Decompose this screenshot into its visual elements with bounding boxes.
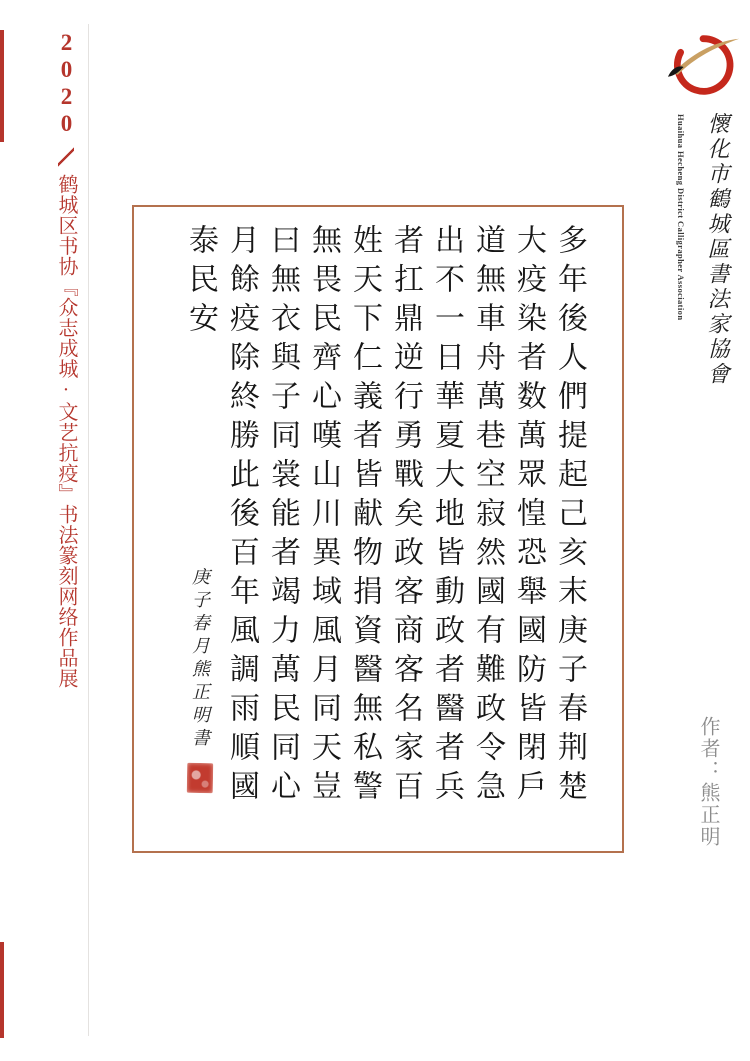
association-logo-icon: [666, 26, 744, 106]
association-name-en: Huaihua Hecheng District Calligrapher Association: [676, 114, 686, 321]
artist-signature: 庚子春月熊正明書: [190, 567, 210, 751]
calligraphy-column: 多年後人們提起己亥末庚子春荆楚: [553, 224, 586, 809]
left-accent-bar-bottom: [0, 942, 4, 1038]
calligraphy-text: [134, 207, 622, 851]
calligraphy-column: 者扛鼎逆行勇戰矣政客商客名家百: [389, 224, 422, 809]
calligraphy-column: 出不一日華夏大地皆動政者醫者兵: [430, 224, 463, 809]
banner-year: 2020: [54, 30, 79, 138]
left-rail-divider: [88, 24, 89, 1036]
calligraphy-column-last: [179, 224, 221, 821]
calligraphy-column: 道無車舟萬巷空寂然國有難政令急: [471, 224, 504, 809]
slash-icon: [58, 146, 74, 168]
association-name-cn: 懷化市鶴城區書法家協會: [705, 112, 730, 387]
exhibition-banner: [44, 30, 88, 1030]
left-accent-bar-top: [0, 30, 4, 142]
calligraphy-column: 無畏民齊心嘆山川異域風月同天豈: [307, 224, 340, 809]
calligraphy-column: 曰無衣與子同裳能者竭力萬民同心: [266, 224, 299, 809]
calligraphy-column: 姓天下仁義者皆献物捐資醫無私警: [348, 224, 381, 809]
artist-seal-stamp: [187, 763, 214, 793]
author-credit: 作者：熊正明: [697, 716, 719, 848]
exhibition-title: 鹤城区书协『众志成城·文艺抗疫』书法篆刻网络作品展: [55, 174, 77, 689]
calligraphy-column-text: 泰民安: [184, 224, 217, 341]
artwork-frame: [132, 205, 624, 853]
calligraphy-column: 大疫染者数萬眾惶恐舉國防皆閉戶: [512, 224, 545, 809]
calligraphy-column: 月餘疫除終勝此後百年風調雨順國: [225, 224, 258, 809]
